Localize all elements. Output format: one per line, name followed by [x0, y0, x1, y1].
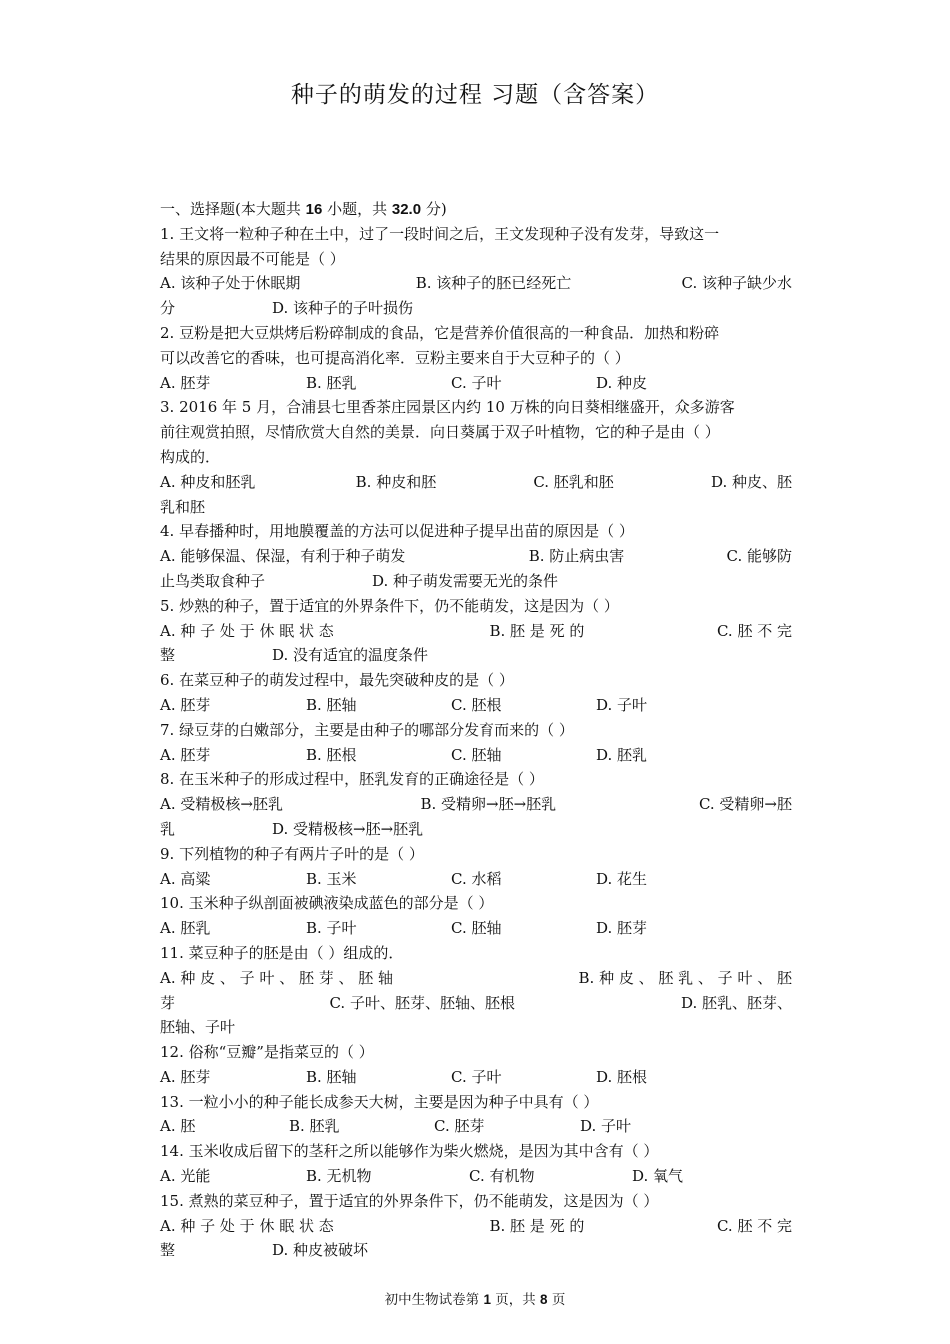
option-a: A. 种 皮 、 子 叶 、 胚 芽 、 胚 轴 — [160, 968, 394, 987]
option-a: A. 胚芽 — [160, 695, 211, 714]
option-b: B. 胚乳 — [306, 373, 357, 392]
option-d: D. 胚芽 — [596, 919, 648, 938]
option-b: B. 胚 是 死 的 — [489, 621, 585, 640]
footer-prefix: 初中生物试卷第 — [384, 1292, 484, 1308]
question-9-stem: 9. 下列植物的种子有两片子叶的是（ ） — [160, 844, 424, 863]
option-d: D. 胚乳 — [596, 745, 648, 764]
option-a: A. 种 子 处 于 休 眠 状 态 — [160, 621, 334, 640]
option-a: A. 光能 — [160, 1167, 211, 1186]
question-3-stem-cont: 前往观赏拍照，尽情欣赏大自然的美景．向日葵属于双子叶植物，它的种子是由（ ） — [160, 423, 720, 442]
option-d: D. 受精极核→胚→胚乳 — [272, 819, 424, 838]
option-b: B. 胚根 — [306, 745, 357, 764]
option-d: D. 花生 — [596, 869, 648, 888]
option-d: D. 该种子的子叶损伤 — [272, 299, 414, 318]
question-7-stem: 7. 绿豆芽的白嫩部分，主要是由种子的哪部分发育而来的（ ） — [160, 720, 574, 739]
option-c: C. 胚 不 完 — [716, 1216, 792, 1235]
option-d: D. 胚乳、胚芽、 — [680, 993, 792, 1012]
question-15-options — [160, 1214, 792, 1239]
option-a: A. 胚芽 — [160, 1067, 211, 1086]
option-c: C. 胚轴 — [451, 745, 502, 764]
option-a: A. 胚芽 — [160, 745, 211, 764]
section-prefix: 一、选择题(本大题共 — [160, 200, 306, 218]
option-d: D. 胚根 — [596, 1067, 648, 1086]
option-a: A. 胚芽 — [160, 373, 211, 392]
option-b: B. 种皮和胚 — [355, 472, 437, 491]
option-c: C. 子叶、胚芽、胚轴、胚根 — [329, 993, 515, 1012]
option-b-cont: 芽 — [160, 993, 176, 1012]
option-b: B. 种 皮 、 胚 乳 、 子 叶 、 胚 — [578, 968, 792, 987]
option-c: C. 子叶 — [451, 373, 502, 392]
option-c: C. 胚轴 — [451, 919, 502, 938]
question-12-stem: 12. 俗称“豆瓣”是指菜豆的（ ） — [160, 1043, 374, 1062]
option-b: B. 胚乳 — [289, 1117, 340, 1136]
option-d: D. 子叶 — [580, 1117, 632, 1136]
section-header — [160, 197, 792, 222]
option-d: D. 氧气 — [632, 1167, 684, 1186]
option-c-cont: 乳 — [160, 819, 176, 838]
question-1-stem: 1. 王文将一粒种子种在土中，过了一段时间之后，王文发现种子没有发芽，导致这一 — [160, 224, 720, 243]
question-10-stem: 10. 玉米种子纵剖面被碘液染成蓝色的部分是（ ） — [160, 894, 494, 913]
question-2-stem: 2. 豆粉是把大豆烘烤后粉碎制成的食品，它是营养价值很高的一种食品．加热和粉碎 — [160, 323, 720, 342]
question-1-options-cont — [160, 296, 792, 321]
option-b: B. 受精卵→胚→胚乳 — [420, 795, 557, 814]
option-c: C. 能够防 — [726, 547, 792, 566]
option-a: A. 受精极核→胚乳 — [160, 795, 283, 814]
option-c: C. 胚根 — [451, 695, 502, 714]
option-c-cont: 止鸟类取食种子 — [160, 571, 266, 590]
option-a: A. 种 子 处 于 休 眠 状 态 — [160, 1216, 334, 1235]
option-d: D. 种子萌发需要无光的条件 — [372, 571, 559, 590]
question-8-options-cont — [160, 817, 792, 842]
question-6-stem: 6. 在菜豆种子的萌发过程中，最先突破种皮的是（ ） — [160, 671, 514, 690]
question-14-stem: 14. 玉米收成后留下的茎秆之所以能够作为柴火燃烧，是因为其中含有（ ） — [160, 1142, 659, 1161]
option-b: B. 无机物 — [306, 1167, 372, 1186]
question-8-options — [160, 792, 792, 817]
question-15-options-cont — [160, 1238, 792, 1263]
option-c: C. 胚 不 完 — [716, 621, 792, 640]
option-d: D. 没有适宜的温度条件 — [272, 646, 429, 665]
option-c-cont: 整 — [160, 646, 176, 665]
option-c-cont: 整 — [160, 1241, 176, 1260]
question-1-options — [160, 271, 792, 296]
question-9-options — [160, 867, 792, 892]
question-list — [160, 197, 792, 1263]
question-2-stem-cont: 可以改善它的香味，也可提高消化率．豆粉主要来自于大豆种子的（ ） — [160, 348, 630, 367]
option-b: B. 胚轴 — [306, 1067, 357, 1086]
question-3-stem-end: 构成的． — [160, 447, 221, 466]
option-c-cont: 分 — [160, 299, 176, 318]
question-5-options — [160, 619, 792, 644]
option-d: D. 种皮被破坏 — [272, 1241, 369, 1260]
question-10-options — [160, 916, 792, 941]
current-page: 1 — [483, 1292, 491, 1307]
question-7-options — [160, 743, 792, 768]
option-b: B. 防止病虫害 — [528, 547, 625, 566]
question-11-options-cont — [160, 991, 792, 1016]
option-c: C. 有机物 — [469, 1167, 535, 1186]
footer-suffix: 页 — [547, 1292, 566, 1308]
option-c: C. 子叶 — [451, 1067, 502, 1086]
question-count: 16 — [305, 201, 323, 218]
question-4-options-cont — [160, 569, 792, 594]
question-4-options — [160, 544, 792, 569]
option-b: B. 玉米 — [306, 869, 357, 888]
question-2-options — [160, 371, 792, 396]
question-3-stem: 3. 2016 年 5 月，合浦县七里香茶庄园景区内约 10 万株的向日葵相继盛开，众多游客 — [160, 398, 735, 417]
question-13-options — [160, 1114, 792, 1139]
option-a: A. 高粱 — [160, 869, 211, 888]
option-b: B. 胚轴 — [306, 695, 357, 714]
option-d-cont: 乳和胚 — [160, 497, 206, 516]
option-b: B. 该种子的胚已经死亡 — [415, 274, 572, 293]
question-11-stem: 11. 菜豆种子的胚是由（ ）组成的． — [160, 943, 404, 962]
option-d: D. 种皮 — [596, 373, 648, 392]
question-6-options — [160, 693, 792, 718]
question-4-stem: 4. 早春播种时，用地膜覆盖的方法可以促进种子提早出苗的原因是（ ） — [160, 522, 634, 541]
page-title: 种子的萌发的过程 习题（含答案） — [290, 82, 660, 108]
total-pages: 8 — [540, 1292, 548, 1307]
option-b: B. 胚 是 死 的 — [489, 1216, 585, 1235]
question-8-stem: 8. 在玉米种子的形成过程中，胚乳发育的正确途径是（ ） — [160, 770, 544, 789]
total-score: 32.0 — [391, 201, 422, 218]
option-c: C. 胚乳和胚 — [533, 472, 614, 491]
question-1-stem-cont: 结果的原因最不可能是（ ） — [160, 249, 345, 268]
option-c: C. 该种子缺少水 — [681, 274, 792, 293]
section-suffix: 分) — [421, 200, 447, 218]
option-c: C. 受精卵→胚 — [698, 795, 792, 814]
option-d-cont: 胚轴、子叶 — [160, 1018, 236, 1037]
question-11-options — [160, 966, 792, 991]
question-3-options — [160, 470, 792, 495]
option-a: A. 能够保温、保湿，有利于种子萌发 — [160, 547, 406, 566]
section-middle: 小题，共 — [322, 200, 392, 218]
option-a: A. 种皮和胚乳 — [160, 472, 256, 491]
question-12-options — [160, 1065, 792, 1090]
footer-middle: 页，共 — [490, 1292, 541, 1308]
option-a: A. 胚 — [160, 1117, 196, 1136]
option-d: D. 种皮、胚 — [710, 472, 793, 491]
question-5-stem: 5. 炒熟的种子，置于适宜的外界条件下，仍不能萌发，这是因为（ ） — [160, 596, 619, 615]
page-footer — [0, 1288, 950, 1308]
question-14-options — [160, 1164, 792, 1189]
option-c: C. 水稻 — [451, 869, 502, 888]
question-5-options-cont — [160, 643, 792, 668]
question-15-stem: 15. 煮熟的菜豆种子，置于适宜的外界条件下，仍不能萌发，这是因为（ ） — [160, 1191, 659, 1210]
option-a: A. 胚乳 — [160, 919, 211, 938]
option-c: C. 胚芽 — [434, 1117, 485, 1136]
question-13-stem: 13. 一粒小小的种子能长成参天大树，主要是因为种子中具有（ ） — [160, 1092, 599, 1111]
option-b: B. 子叶 — [306, 919, 357, 938]
option-d: D. 子叶 — [596, 695, 648, 714]
option-a: A. 该种子处于休眠期 — [160, 274, 301, 293]
